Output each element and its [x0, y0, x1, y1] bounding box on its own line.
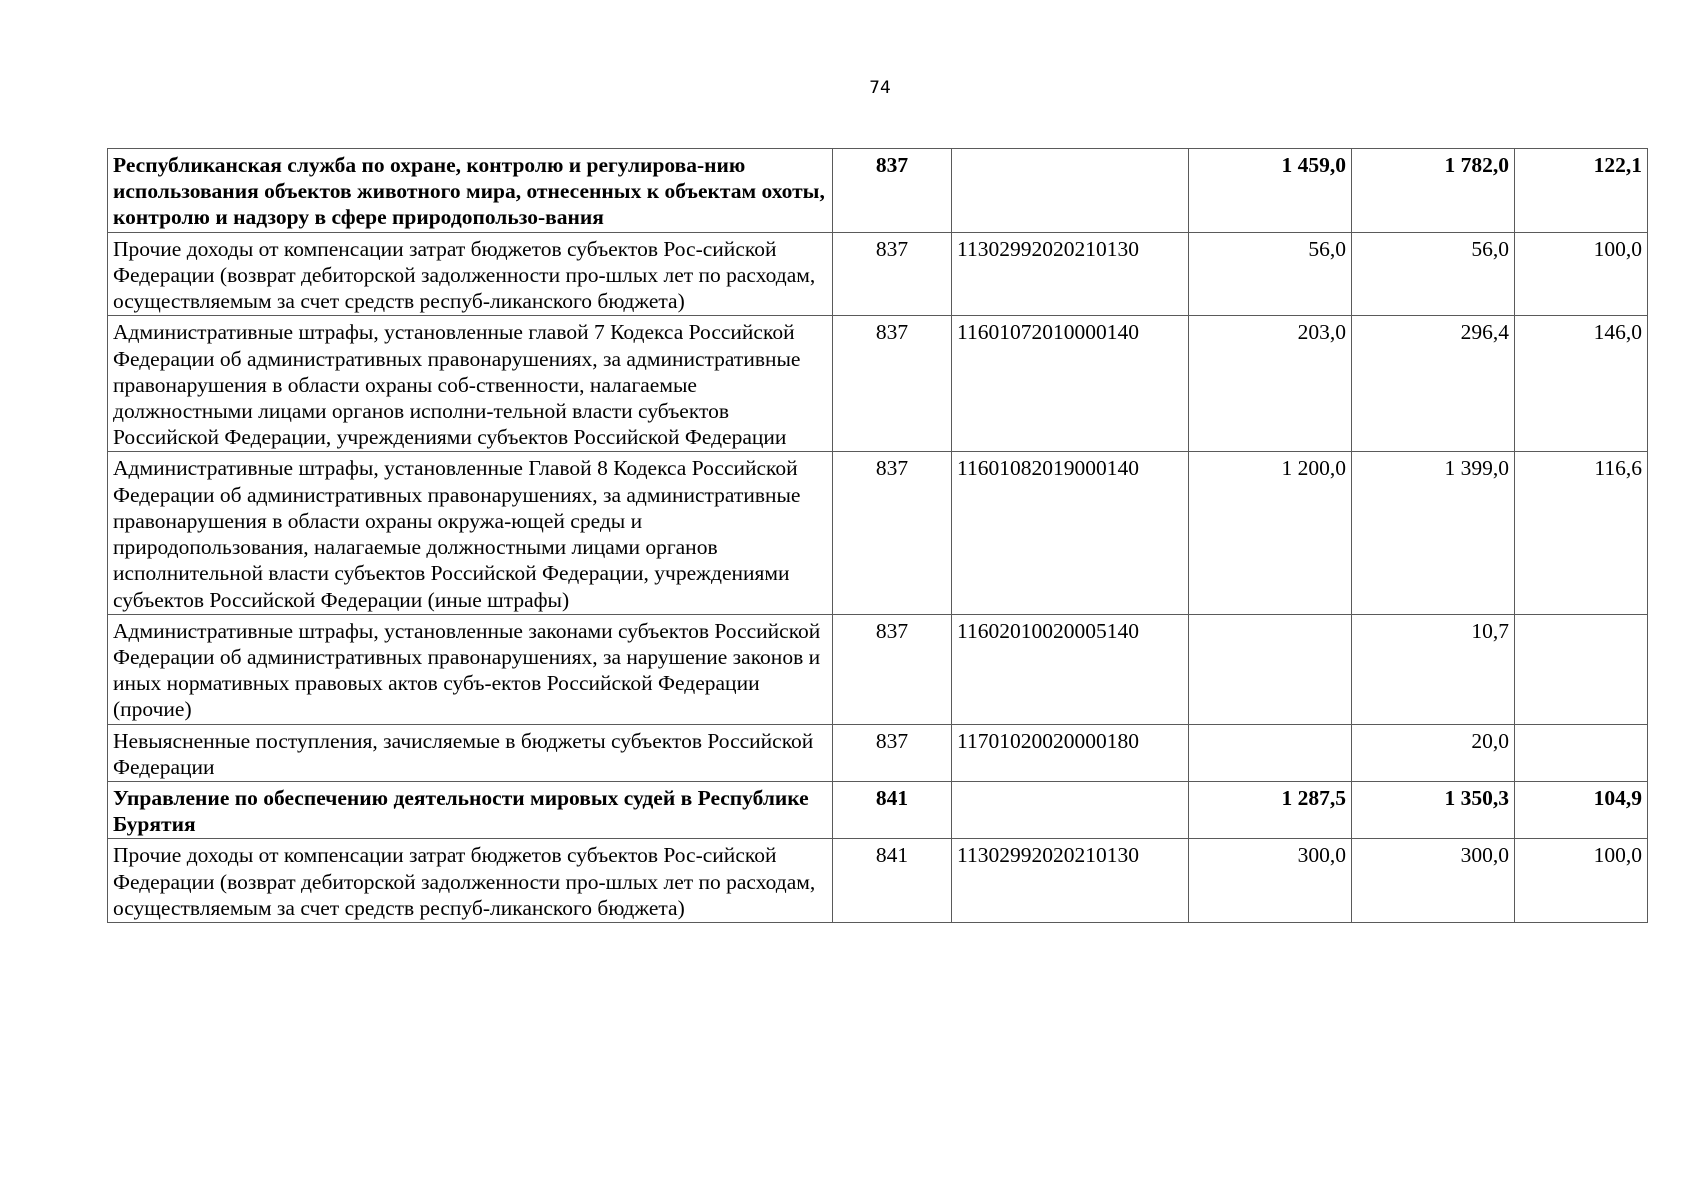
admin-code-cell: 837 [833, 614, 952, 724]
budget-code-cell [952, 149, 1189, 233]
percent-cell: 100,0 [1515, 232, 1648, 316]
row-name-cell: Республиканская служба по охране, контролю и регулирова-нию использования объектов животного мира, отнесенных к объектам охоты, контролю и надзору в сфере природопользо-вания [108, 149, 833, 233]
revenue-table [107, 148, 1648, 923]
table-row [108, 839, 1648, 923]
actual-cell: 296,4 [1352, 316, 1515, 452]
budget-code-cell: 11602010020005140 [952, 614, 1189, 724]
admin-code-cell: 837 [833, 724, 952, 781]
plan-cell: 203,0 [1189, 316, 1352, 452]
percent-cell [1515, 724, 1648, 781]
table-row [108, 724, 1648, 781]
actual-cell: 20,0 [1352, 724, 1515, 781]
row-name-cell: Прочие доходы от компенсации затрат бюджетов субъектов Рос-сийской Федерации (возврат дебиторской задолженности про-шлых лет по расходам, осуществляемым за счет средств респуб-ликанского бюджета) [108, 232, 833, 316]
actual-cell: 10,7 [1352, 614, 1515, 724]
percent-cell: 122,1 [1515, 149, 1648, 233]
actual-cell: 1 782,0 [1352, 149, 1515, 233]
row-name-cell: Административные штрафы, установленные законами субъектов Российской Федерации об административных правонарушениях, за нарушение законов и иных нормативных правовых актов субъ-ектов Российской Федерации (прочие) [108, 614, 833, 724]
admin-code-cell: 841 [833, 782, 952, 839]
budget-code-cell: 11302992020210130 [952, 232, 1189, 316]
table-row [108, 149, 1648, 233]
plan-cell: 56,0 [1189, 232, 1352, 316]
percent-cell: 104,9 [1515, 782, 1648, 839]
actual-cell: 300,0 [1352, 839, 1515, 923]
percent-cell: 116,6 [1515, 452, 1648, 614]
plan-cell: 1 200,0 [1189, 452, 1352, 614]
actual-cell: 56,0 [1352, 232, 1515, 316]
row-name-cell: Управление по обеспечению деятельности мировых судей в Республике Бурятия [108, 782, 833, 839]
plan-cell [1189, 724, 1352, 781]
table-row [108, 782, 1648, 839]
admin-code-cell: 837 [833, 149, 952, 233]
budget-code-cell: 11701020020000180 [952, 724, 1189, 781]
budget-code-cell: 11601072010000140 [952, 316, 1189, 452]
budget-code-cell [952, 782, 1189, 839]
admin-code-cell: 841 [833, 839, 952, 923]
row-name-cell: Невыясненные поступления, зачисляемые в бюджеты субъектов Российской Федерации [108, 724, 833, 781]
percent-cell: 146,0 [1515, 316, 1648, 452]
plan-cell: 1 287,5 [1189, 782, 1352, 839]
row-name-cell: Административные штрафы, установленные Главой 8 Кодекса Российской Федерации об административных правонарушениях, за административные правонарушения в области охраны окружа-ющей среды и природопользования, налагаемые должностными лицами органов исполнительной власти субъектов Российской Федерации, учреждениями субъектов Российской Федерации (иные штрафы) [108, 452, 833, 614]
table-row [108, 232, 1648, 316]
table-row [108, 614, 1648, 724]
plan-cell: 300,0 [1189, 839, 1352, 923]
budget-code-cell: 11601082019000140 [952, 452, 1189, 614]
table-row [108, 452, 1648, 614]
admin-code-cell: 837 [833, 232, 952, 316]
admin-code-cell: 837 [833, 316, 952, 452]
percent-cell: 100,0 [1515, 839, 1648, 923]
plan-cell: 1 459,0 [1189, 149, 1352, 233]
page-number: 74 [869, 78, 891, 98]
plan-cell [1189, 614, 1352, 724]
admin-code-cell: 837 [833, 452, 952, 614]
actual-cell: 1 350,3 [1352, 782, 1515, 839]
row-name-cell: Административные штрафы, установленные главой 7 Кодекса Российской Федерации об административных правонарушениях, за административные правонарушения в области охраны соб-ственности, налагаемые должностными лицами органов исполни-тельной власти субъектов Российской Федерации, учреждениями субъектов Российской Федерации [108, 316, 833, 452]
row-name-cell: Прочие доходы от компенсации затрат бюджетов субъектов Рос-сийской Федерации (возврат дебиторской задолженности про-шлых лет по расходам, осуществляемым за счет средств респуб-ликанского бюджета) [108, 839, 833, 923]
actual-cell: 1 399,0 [1352, 452, 1515, 614]
percent-cell [1515, 614, 1648, 724]
budget-code-cell: 11302992020210130 [952, 839, 1189, 923]
table-row [108, 316, 1648, 452]
